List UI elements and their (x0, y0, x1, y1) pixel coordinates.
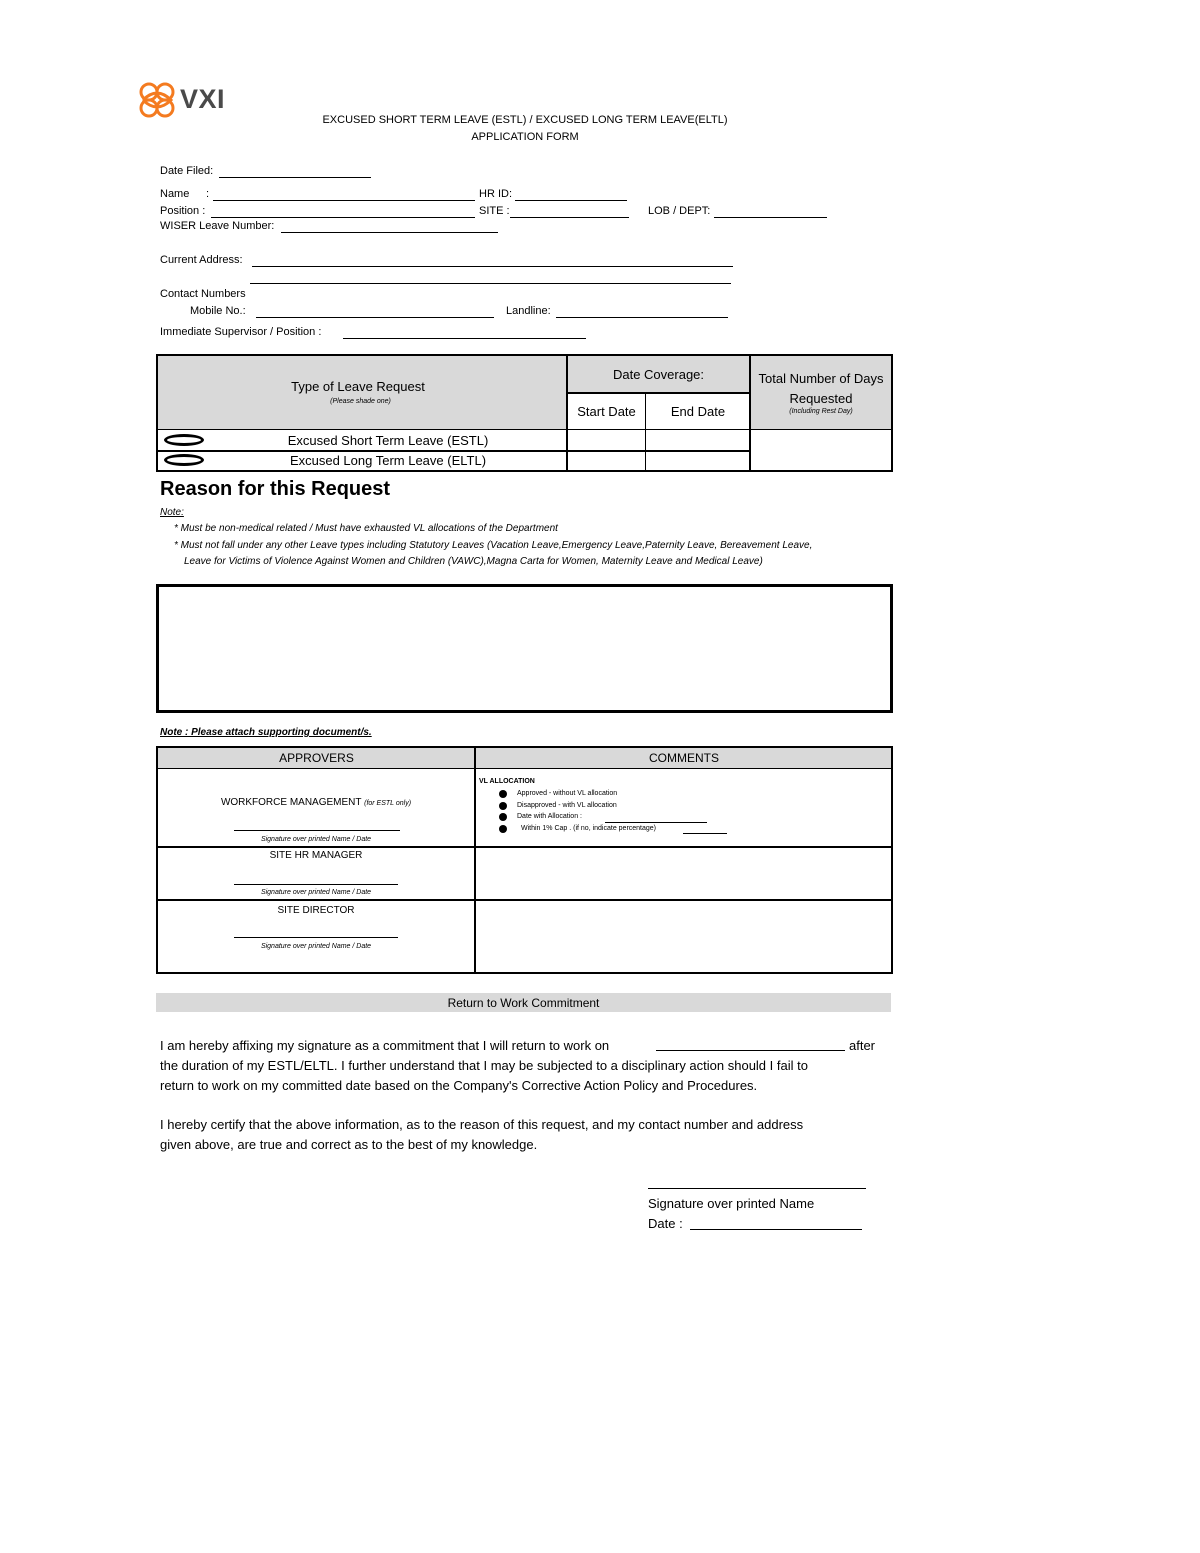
site-hr-comments[interactable] (477, 849, 891, 899)
disapproved-option-bullet[interactable] (499, 802, 507, 810)
landline-field[interactable] (556, 317, 728, 318)
supervisor-field[interactable] (343, 338, 586, 339)
commitment-header: Return to Work Commitment (447, 996, 600, 1010)
hr-id-label: HR ID: (479, 188, 512, 200)
form-title: EXCUSED SHORT TERM LEAVE (ESTL) / EXCUSED LONG TERM LEAVE(ELTL) (322, 114, 728, 126)
commitment-p2-line1: I hereby certify that the above information, as to the reason of this request, and my contact number and address (160, 1117, 804, 1132)
wiser-label: WISER Leave Number: (160, 220, 275, 232)
divider (158, 768, 891, 769)
name-label: Name (160, 188, 190, 200)
eltl-label: Excused Long Term Leave (ELTL) (289, 453, 487, 468)
position-field[interactable] (211, 217, 475, 218)
landline-label: Landline: (506, 305, 551, 317)
date-coverage-header: Date Coverage: (612, 367, 705, 382)
eltl-start-date-input[interactable] (568, 452, 645, 470)
divider (158, 846, 891, 848)
applicant-date-field[interactable] (690, 1229, 862, 1230)
name-colon: : (206, 188, 210, 200)
site-director-sig-caption: Signature over printed Name / Date (260, 943, 372, 950)
note-label: Note: (160, 507, 184, 518)
site-director-comments[interactable] (477, 902, 891, 972)
site-field[interactable] (510, 217, 629, 218)
wfm-label: WORKFORCE MANAGEMENT (220, 797, 362, 808)
estl-label: Excused Short Term Leave (ESTL) (287, 433, 489, 448)
total-days-header: Total Number of Days Requested (758, 371, 884, 406)
wiser-field[interactable] (281, 232, 498, 233)
return-date-field[interactable] (656, 1050, 845, 1051)
current-address-field-2[interactable] (250, 283, 731, 284)
date-filed-label: Date Filed: (160, 165, 214, 177)
wfm-sig-caption: Signature over printed Name / Date (260, 836, 372, 843)
reason-title: Reason for this Request (160, 478, 391, 500)
date-filed-field[interactable] (219, 177, 371, 178)
leave-type-header: Type of Leave Request (291, 379, 425, 394)
start-date-header: Start Date (577, 404, 636, 419)
reason-textarea[interactable] (156, 584, 893, 713)
eltl-radio[interactable] (164, 454, 204, 466)
commitment-p2-line2: given above, are true and correct as to the best of my knowledge. (160, 1137, 538, 1152)
leave-type-sub: (Please shade one) (330, 398, 391, 405)
site-hr-sig-caption: Signature over printed Name / Date (260, 889, 372, 896)
current-address-field[interactable] (252, 266, 733, 267)
note-1: * Must be non-medical related / Must have exhausted VL allocations of the Department (174, 523, 558, 534)
lob-dept-label: LOB / DEPT: (648, 205, 711, 217)
note-2b: Leave for Victims of Violence Against Women and Children (VAWC),Magna Carta for Women, Maternity Leave and Medical Leave) (184, 556, 763, 567)
divider (158, 899, 891, 901)
vl-allocation-label: VL ALLOCATION (479, 778, 535, 785)
site-label: SITE : (479, 205, 510, 217)
name-field[interactable] (213, 200, 475, 201)
applicant-signature-line[interactable] (648, 1188, 866, 1189)
divider (474, 748, 476, 972)
within-cap-option-bullet[interactable] (499, 825, 507, 833)
commitment-p1-line1a: I am hereby affixing my signature as a commitment that I will return to work on (160, 1038, 610, 1053)
vxi-logo-icon (137, 80, 177, 120)
end-date-header: End Date (670, 404, 726, 419)
mobile-label: Mobile No.: (190, 305, 246, 317)
site-hr-signature-line[interactable] (234, 884, 398, 885)
contact-numbers-label: Contact Numbers (160, 288, 246, 300)
mobile-field[interactable] (256, 317, 494, 318)
approvers-header: APPROVERS (279, 751, 354, 765)
estl-start-date-input[interactable] (568, 430, 645, 450)
note-2a: * Must not fall under any other Leave types including Statutory Leaves (Vacation Leave,Emergency Leave,Paternity Leave, Bereavement Leave, (174, 540, 813, 551)
date-allocation-option-bullet[interactable] (499, 813, 507, 821)
comments-header: COMMENTS (649, 751, 719, 765)
estl-end-date-input[interactable] (646, 430, 749, 450)
wfm-sub: (for ESTL only) (364, 800, 412, 807)
current-address-label: Current Address: (160, 254, 243, 266)
wfm-signature-line[interactable] (234, 830, 400, 831)
date-allocation-option: Date with Allocation : (517, 813, 582, 820)
total-days-input[interactable] (751, 430, 891, 470)
approved-option: Approved - without VL allocation (517, 790, 618, 797)
commitment-p1-line1b: after (849, 1038, 876, 1053)
site-director-label: SITE DIRECTOR (277, 905, 355, 916)
site-director-signature-line[interactable] (234, 937, 398, 938)
commitment-p1-line3: return to work on my committed date based on the Company's Corrective Action Policy and Procedures. (160, 1078, 758, 1093)
estl-radio[interactable] (164, 434, 204, 446)
commitment-p1-line2: the duration of my ESTL/ELTL. I further understand that I may be subjected to a disciplinary action should I fail to (160, 1058, 808, 1073)
wfm-row-label (158, 797, 474, 808)
within-cap-field[interactable] (683, 833, 727, 834)
date-allocation-field[interactable] (605, 822, 707, 823)
divider (567, 392, 750, 394)
signature-label: Signature over printed Name (648, 1196, 815, 1211)
logo-text: VXI (180, 84, 226, 114)
supervisor-label: Immediate Supervisor / Position : (160, 326, 322, 338)
within-cap-option: Within 1% Cap . (if no, indicate percentage) (521, 825, 657, 832)
lob-dept-field[interactable] (714, 217, 827, 218)
site-hr-label: SITE HR MANAGER (269, 850, 363, 861)
approved-option-bullet[interactable] (499, 790, 507, 798)
date-label: Date : (648, 1216, 683, 1231)
eltl-end-date-input[interactable] (646, 452, 749, 470)
disapproved-option: Disapproved - with VL allocation (517, 802, 617, 809)
hr-id-field[interactable] (515, 200, 627, 201)
total-days-sub: (Including Rest Day) (789, 408, 853, 415)
attach-note: Note : Please attach supporting document/s. (160, 727, 372, 738)
position-label: Position : (160, 205, 206, 217)
form-subtitle: APPLICATION FORM (471, 131, 579, 143)
